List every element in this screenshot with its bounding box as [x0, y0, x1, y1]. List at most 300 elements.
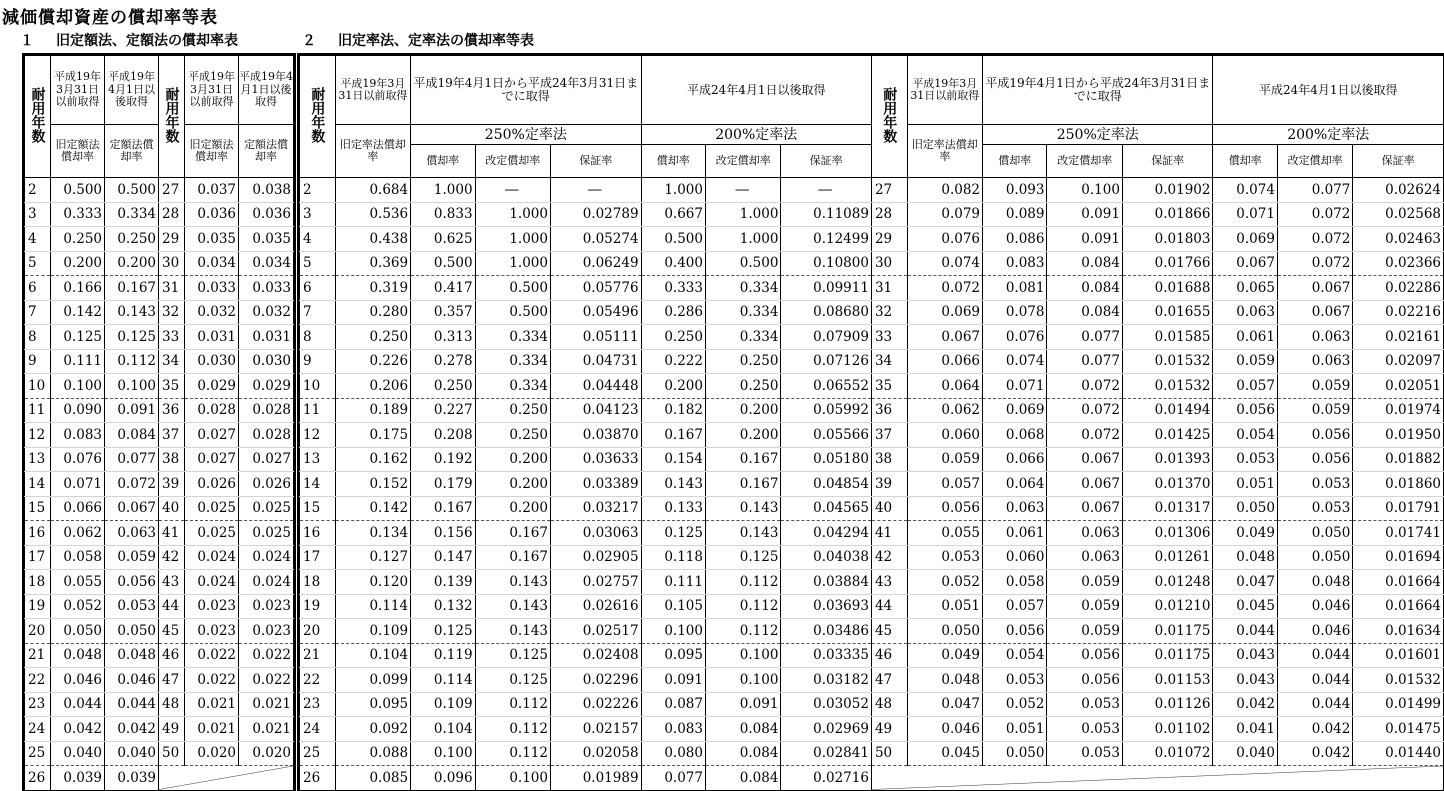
rate-cell: 0.053	[983, 668, 1047, 693]
rate-cell: 0.01791	[1353, 496, 1444, 521]
rate-cell: 0.02051	[1353, 374, 1444, 399]
rate-cell: 0.02841	[781, 741, 872, 766]
years-header-right	[871, 56, 907, 178]
rate-cell: 0.200	[475, 496, 550, 521]
rate-cell: 0.048	[51, 643, 105, 668]
rate-cell: 0.047	[907, 692, 982, 717]
straight-line-rate-table	[24, 55, 294, 791]
rate-cell: 0.026	[239, 472, 294, 497]
rate-cell: 0.02716	[781, 766, 872, 791]
useful-life-years-cell: 35	[159, 374, 185, 399]
rate-cell: 0.048	[105, 643, 159, 668]
table-row	[300, 398, 1444, 423]
rate-cell: 0.044	[1277, 692, 1352, 717]
rate-cell: 0.125	[51, 325, 105, 350]
rate-cell: 0.059	[1277, 398, 1352, 423]
rate-cell: 0.083	[641, 717, 705, 742]
rate-cell: 0.092	[335, 717, 410, 742]
rate-cell: 0.085	[335, 766, 410, 791]
rate-cell: 0.200	[475, 447, 550, 472]
rate-cell: 0.050	[1213, 496, 1277, 521]
diagonal-slash	[159, 766, 293, 790]
useful-life-years-cell: 40	[159, 496, 185, 521]
rate-cell: 0.041	[1213, 717, 1277, 742]
rate-cell: 1.000	[475, 227, 550, 252]
rate-cell: 0.143	[105, 300, 159, 325]
table-row	[25, 717, 294, 742]
rate-cell: 0.02969	[781, 717, 872, 742]
useful-life-years-cell: 31	[159, 276, 185, 301]
rate-cell: 1.000	[705, 227, 780, 252]
rate-cell: 0.400	[641, 251, 705, 276]
table-row	[300, 472, 1444, 497]
rate-cell: 0.030	[239, 349, 294, 374]
rate-cell: 0.152	[335, 472, 410, 497]
useful-life-years-cell: 22	[25, 668, 51, 693]
useful-life-years-cell: 7	[300, 300, 336, 325]
rate-cell: 0.500	[641, 227, 705, 252]
rate-cell: 0.024	[239, 570, 294, 595]
rate-cell: 0.01950	[1353, 423, 1444, 448]
rate-cell: 0.037	[185, 178, 239, 203]
rate-cell: 0.053	[1277, 496, 1352, 521]
rate-cell: 0.125	[475, 643, 550, 668]
rate-cell: 0.023	[185, 619, 239, 644]
rate-cell: 1.000	[475, 202, 550, 227]
rate-cell: 0.071	[51, 472, 105, 497]
method-200-header-left: 200%定率法	[641, 125, 871, 145]
rate-cell: 0.313	[411, 325, 475, 350]
useful-life-years-cell: 11	[300, 398, 336, 423]
rate-cell: 0.02789	[550, 202, 641, 227]
useful-life-years-cell: 33	[871, 325, 907, 350]
rate-cell: 0.046	[51, 668, 105, 693]
diagonal-slash	[872, 766, 1443, 790]
table-row	[25, 398, 294, 423]
table-row	[25, 619, 294, 644]
useful-life-years-cell: 13	[25, 447, 51, 472]
useful-life-years-cell: 5	[25, 251, 51, 276]
rate-cell: 0.500	[411, 251, 475, 276]
rate-cell: 0.023	[239, 619, 294, 644]
rate-cell: 0.04294	[781, 521, 872, 546]
rate-cell: 0.069	[907, 300, 982, 325]
rate-cell: 0.072	[1047, 423, 1122, 448]
rate-cell: 0.055	[51, 570, 105, 595]
rate-cell: 0.02463	[1353, 227, 1444, 252]
rate-cell: 0.054	[1213, 423, 1277, 448]
useful-life-years-cell: 20	[25, 619, 51, 644]
rate-cell: 0.050	[983, 741, 1047, 766]
rate-cell: 0.046	[1277, 594, 1352, 619]
rate-cell: 0.045	[907, 741, 982, 766]
rate-cell: 0.03335	[781, 643, 872, 668]
rate-cell: 0.01601	[1353, 643, 1444, 668]
sub-rate-header: 償却率	[641, 145, 705, 178]
rate-cell: 0.053	[1047, 741, 1122, 766]
useful-life-years-cell: 50	[159, 741, 185, 766]
years-header-right-text: 耐用年数	[881, 86, 898, 143]
rate-cell: 0.086	[983, 227, 1047, 252]
rate-cell: 0.01532	[1122, 374, 1213, 399]
useful-life-years-cell: 3	[25, 202, 51, 227]
useful-life-years-cell: 6	[300, 276, 336, 301]
rate-cell: 0.01532	[1353, 668, 1444, 693]
rate-cell: 0.143	[475, 594, 550, 619]
table-row	[25, 496, 294, 521]
table-row	[300, 423, 1444, 448]
rate-cell: 0.084	[1047, 276, 1122, 301]
rate-cell: 0.133	[641, 496, 705, 521]
rate-cell: 0.066	[51, 496, 105, 521]
rate-cell: 0.09911	[781, 276, 872, 301]
rate-cell: 0.01499	[1353, 692, 1444, 717]
rate-cell: 0.07909	[781, 325, 872, 350]
useful-life-years-cell: 15	[25, 496, 51, 521]
table-row	[300, 325, 1444, 350]
rate-cell: 0.05496	[550, 300, 641, 325]
rate-cell: 0.035	[239, 227, 294, 252]
years-header-left-text: 耐用年数	[29, 86, 46, 143]
rate-cell: 0.01989	[550, 766, 641, 791]
rate-cell: 0.084	[705, 766, 780, 791]
rate-cell: 0.500	[705, 251, 780, 276]
rate-cell: 0.095	[335, 692, 410, 717]
rate-cell: 0.096	[411, 766, 475, 791]
table-row	[300, 447, 1444, 472]
section-1-heading	[20, 30, 238, 50]
rate-cell: 0.089	[983, 202, 1047, 227]
rate-cell: 0.053	[1213, 447, 1277, 472]
old-period-header-left: 平成19年3月31日以前取得	[51, 56, 105, 125]
rate-cell: 0.139	[411, 570, 475, 595]
rate-cell: 0.046	[907, 717, 982, 742]
rate-cell: 0.053	[1277, 472, 1352, 497]
useful-life-years-cell: 45	[871, 619, 907, 644]
rate-cell: 0.12499	[781, 227, 872, 252]
table-row	[25, 570, 294, 595]
rate-cell: ―	[475, 178, 550, 203]
rate-cell: 0.036	[239, 202, 294, 227]
rate-cell: 0.093	[983, 178, 1047, 203]
table-row	[300, 545, 1444, 570]
rate-cell: 0.040	[51, 741, 105, 766]
rate-cell: 0.01425	[1122, 423, 1213, 448]
declining-balance-rate-table	[299, 55, 1444, 791]
rate-cell: 0.022	[185, 668, 239, 693]
rate-cell: 0.369	[335, 251, 410, 276]
rate-cell: 0.147	[411, 545, 475, 570]
rate-cell: 0.167	[475, 521, 550, 546]
rate-cell: 0.024	[185, 545, 239, 570]
rate-cell: 0.077	[1277, 178, 1352, 203]
rate-cell: 0.045	[1213, 594, 1277, 619]
rate-cell: 0.02157	[550, 717, 641, 742]
useful-life-years-cell: 49	[159, 717, 185, 742]
rate-cell: 0.142	[51, 300, 105, 325]
rate-cell: 0.038	[239, 178, 294, 203]
rate-cell: 0.167	[705, 472, 780, 497]
useful-life-years-cell: 8	[300, 325, 336, 350]
rate-cell: 0.112	[705, 619, 780, 644]
rate-cell: 0.100	[475, 766, 550, 791]
mid-period-header-right: 平成19年4月1日から平成24年3月31日までに取得	[983, 56, 1213, 125]
table-row	[25, 472, 294, 497]
rate-cell: 0.062	[51, 521, 105, 546]
rate-cell: 0.250	[335, 325, 410, 350]
new-period-header-left: 平成24年4月1日以後取得	[641, 56, 871, 125]
rate-cell: 0.072	[1277, 251, 1352, 276]
rate-cell: 0.104	[411, 717, 475, 742]
rate-cell: 0.044	[105, 692, 159, 717]
rate-cell: 0.067	[1047, 496, 1122, 521]
rate-cell: 0.027	[185, 423, 239, 448]
rate-cell: 0.059	[1277, 374, 1352, 399]
table-row	[300, 717, 1444, 742]
old-period-header-right: 平成19年3月31日以前取得	[185, 56, 239, 125]
rate-cell: 0.01766	[1122, 251, 1213, 276]
rate-cell: 0.118	[641, 545, 705, 570]
rate-cell: 0.01317	[1122, 496, 1213, 521]
rate-cell: 0.01175	[1122, 619, 1213, 644]
table-row	[25, 521, 294, 546]
rate-cell: 0.083	[983, 251, 1047, 276]
rate-cell: 0.067	[1277, 276, 1352, 301]
rate-cell: 0.03870	[550, 423, 641, 448]
rate-cell: 0.500	[475, 300, 550, 325]
rate-cell: 0.166	[51, 276, 105, 301]
rate-cell: 0.01072	[1122, 741, 1213, 766]
useful-life-years-cell: 21	[300, 643, 336, 668]
rate-cell: 0.074	[983, 349, 1047, 374]
rate-cell: 0.071	[983, 374, 1047, 399]
rate-cell: 0.042	[1277, 741, 1352, 766]
rate-cell: 0.112	[705, 570, 780, 595]
old-period-header-right: 平成19年3月31日以前取得	[907, 56, 982, 125]
rate-cell: 0.072	[1047, 398, 1122, 423]
rate-cell: 0.056	[1277, 423, 1352, 448]
table-row	[25, 741, 294, 766]
rate-cell: 0.833	[411, 202, 475, 227]
rate-cell: 0.063	[1047, 545, 1122, 570]
rate-cell: 0.11089	[781, 202, 872, 227]
rate-cell: 0.01440	[1353, 741, 1444, 766]
years-header-left-text: 耐用年数	[309, 86, 326, 143]
rate-cell: 0.03217	[550, 496, 641, 521]
rate-cell: 0.03389	[550, 472, 641, 497]
rate-cell: 0.063	[1213, 300, 1277, 325]
useful-life-years-cell: 9	[25, 349, 51, 374]
sub-guarantee-header: 保証率	[781, 145, 872, 178]
rate-cell: 0.438	[335, 227, 410, 252]
rate-cell: 0.061	[983, 521, 1047, 546]
rate-cell: 0.01655	[1122, 300, 1213, 325]
rate-cell: 0.143	[475, 619, 550, 644]
rate-cell: 0.03486	[781, 619, 872, 644]
useful-life-years-cell: 32	[871, 300, 907, 325]
rate-cell: 0.05274	[550, 227, 641, 252]
rate-cell: 1.000	[411, 178, 475, 203]
rate-cell: 0.026	[185, 472, 239, 497]
table-row	[25, 374, 294, 399]
rate-cell: 0.084	[105, 423, 159, 448]
table-row	[300, 374, 1444, 399]
useful-life-years-cell: 38	[159, 447, 185, 472]
rate-cell: 0.156	[411, 521, 475, 546]
useful-life-years-cell: 42	[159, 545, 185, 570]
rate-cell: 0.053	[907, 545, 982, 570]
new-period-header-left: 平成19年4月1日以後取得	[105, 56, 159, 125]
mid-period-header-left: 平成19年4月1日から平成24年3月31日までに取得	[411, 56, 641, 125]
useful-life-years-cell: 37	[871, 423, 907, 448]
useful-life-years-cell: 32	[159, 300, 185, 325]
rate-cell: 0.01866	[1122, 202, 1213, 227]
rate-cell: 0.250	[51, 227, 105, 252]
rate-cell: 0.023	[185, 594, 239, 619]
table-row	[300, 692, 1444, 717]
useful-life-years-cell: 15	[300, 496, 336, 521]
rate-cell: 0.01370	[1122, 472, 1213, 497]
rate-cell: 0.208	[411, 423, 475, 448]
rate-cell: 0.02226	[550, 692, 641, 717]
rate-cell: 0.111	[51, 349, 105, 374]
rate-cell: 0.278	[411, 349, 475, 374]
rate-cell: 0.02296	[550, 668, 641, 693]
sub-guarantee-header: 保証率	[1122, 145, 1213, 178]
rate-cell: 0.077	[641, 766, 705, 791]
useful-life-years-cell: 28	[871, 202, 907, 227]
rate-cell: 0.02058	[550, 741, 641, 766]
rate-cell: 0.05992	[781, 398, 872, 423]
useful-life-years-cell: 12	[300, 423, 336, 448]
rate-cell: 0.167	[105, 276, 159, 301]
rate-cell: 0.154	[641, 447, 705, 472]
rate-cell: 0.028	[239, 423, 294, 448]
rate-cell: 0.143	[641, 472, 705, 497]
rate-cell: 0.162	[335, 447, 410, 472]
rate-cell: 0.109	[335, 619, 410, 644]
rate-cell: 0.200	[105, 251, 159, 276]
rate-cell: 0.100	[705, 643, 780, 668]
useful-life-years-cell: 9	[300, 349, 336, 374]
rate-cell: 0.077	[105, 447, 159, 472]
table-row	[25, 300, 294, 325]
sub-revised-header: 改定償却率	[1047, 145, 1122, 178]
rate-cell: 0.02757	[550, 570, 641, 595]
rate-cell: 0.01261	[1122, 545, 1213, 570]
rate-cell: 0.02905	[550, 545, 641, 570]
rate-cell: 0.095	[641, 643, 705, 668]
useful-life-years-cell: 24	[25, 717, 51, 742]
rate-cell: 0.06552	[781, 374, 872, 399]
rate-cell: 0.01494	[1122, 398, 1213, 423]
table-row	[300, 643, 1444, 668]
rate-cell: 0.500	[51, 178, 105, 203]
section-2-heading	[302, 30, 534, 50]
rate-cell: 0.01974	[1353, 398, 1444, 423]
rate-cell: 0.084	[1047, 251, 1122, 276]
rate-cell: 0.059	[1213, 349, 1277, 374]
rate-cell: 0.058	[983, 570, 1047, 595]
rate-cell: 0.125	[705, 545, 780, 570]
rate-cell: 0.084	[1047, 300, 1122, 325]
useful-life-years-cell: 12	[25, 423, 51, 448]
rate-cell: 0.020	[185, 741, 239, 766]
rate-cell: 0.083	[51, 423, 105, 448]
rate-cell: 0.067	[1047, 472, 1122, 497]
rate-cell: 0.200	[705, 423, 780, 448]
rate-cell: 0.076	[51, 447, 105, 472]
rate-cell: 0.032	[185, 300, 239, 325]
rate-cell: 0.048	[1213, 545, 1277, 570]
rate-cell: 0.01532	[1122, 349, 1213, 374]
rate-cell: 0.058	[51, 545, 105, 570]
rate-cell: 0.056	[1277, 447, 1352, 472]
old-method-header-left: 旧定額法償却率	[51, 125, 105, 178]
rate-cell: 0.10800	[781, 251, 872, 276]
useful-life-years-cell: 11	[25, 398, 51, 423]
useful-life-years-cell: 5	[300, 251, 336, 276]
useful-life-years-cell: 16	[300, 521, 336, 546]
rate-cell: 0.189	[335, 398, 410, 423]
useful-life-years-cell: 13	[300, 447, 336, 472]
rate-cell: 0.044	[1277, 643, 1352, 668]
rate-cell: 0.127	[335, 545, 410, 570]
rate-cell: 0.044	[1277, 668, 1352, 693]
rate-cell: 0.280	[335, 300, 410, 325]
rate-cell: 0.03633	[550, 447, 641, 472]
useful-life-years-cell: 29	[159, 227, 185, 252]
useful-life-years-cell: 48	[159, 692, 185, 717]
rate-cell: 0.061	[1213, 325, 1277, 350]
rate-cell: 0.143	[705, 521, 780, 546]
rate-cell: 0.090	[51, 398, 105, 423]
rate-cell: 0.067	[1047, 447, 1122, 472]
rate-cell: 0.222	[641, 349, 705, 374]
rate-cell: 0.052	[983, 692, 1047, 717]
rate-cell: 0.079	[907, 202, 982, 227]
rate-cell: 0.02408	[550, 643, 641, 668]
rate-cell: 0.052	[51, 594, 105, 619]
rate-cell: 0.029	[239, 374, 294, 399]
rate-cell: 0.192	[411, 447, 475, 472]
rate-cell: 0.042	[1213, 692, 1277, 717]
rate-cell: 0.01694	[1353, 545, 1444, 570]
rate-cell: 0.084	[705, 717, 780, 742]
rate-cell: 0.334	[475, 325, 550, 350]
rate-cell: 0.02568	[1353, 202, 1444, 227]
sub-rate-header: 償却率	[411, 145, 475, 178]
rate-cell: 0.06249	[550, 251, 641, 276]
old-period-header-left: 平成19年3月31日以前取得	[335, 56, 410, 125]
table-row	[25, 423, 294, 448]
rate-cell: 0.072	[907, 276, 982, 301]
useful-life-years-cell: 39	[159, 472, 185, 497]
rate-cell: 0.112	[105, 349, 159, 374]
rate-cell: 0.063	[1047, 521, 1122, 546]
table-row	[25, 349, 294, 374]
table-row	[25, 643, 294, 668]
rate-cell: 0.050	[1277, 545, 1352, 570]
rate-cell: ―	[550, 178, 641, 203]
rate-cell: 0.057	[907, 472, 982, 497]
rate-cell: 0.043	[1213, 668, 1277, 693]
table-row	[300, 251, 1444, 276]
useful-life-years-cell: 19	[25, 594, 51, 619]
rate-cell: 0.319	[335, 276, 410, 301]
rate-cell: 0.04565	[781, 496, 872, 521]
rate-cell: 0.051	[1213, 472, 1277, 497]
